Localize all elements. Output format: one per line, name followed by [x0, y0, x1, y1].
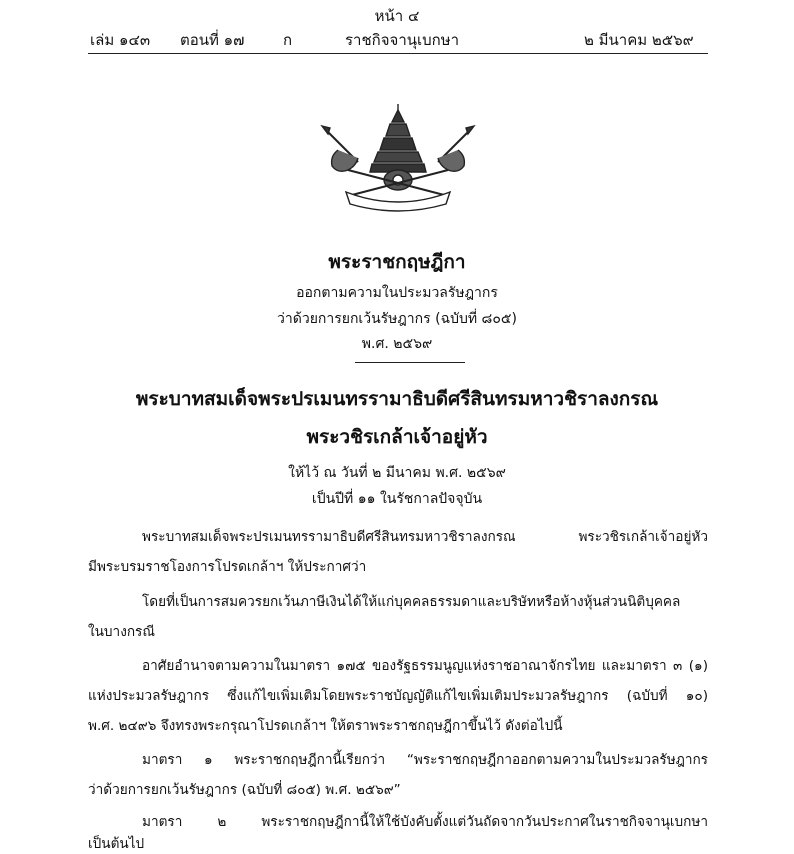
royal-emblem-icon [318, 100, 478, 212]
decree-subtitle-2: ว่าด้วยการยกเว้นรัษฎากร (ฉบับที่ ๘๐๕) [277, 311, 517, 327]
section-2-line-1: มาตรา ๒ พระราชกฤษฎีกานี้ให้ใช้บังคับตั้งแต่วันถัดจากวันประกาศในราชกิจจานุเบกษา [142, 814, 708, 830]
paragraph-authority-line-3: พ.ศ. ๒๔๙๖ จึงทรงพระกรุณาโปรดเกล้าฯ ให้ตราพระราชกฤษฎีกาขึ้นไว้ ดังต่อไปนี้ [88, 718, 563, 734]
decree-subtitle-1: ออกตามความในประมวลรัษฎากร [296, 285, 498, 301]
paragraph-authority-line-2: แห่งประมวลรัษฎากร ซึ่งแก้ไขเพิ่มเติมโดยพระราชบัญญัติแก้ไขเพิ่มเติมประมวลรัษฎากร (ฉบับที่ ๑๐) [88, 688, 708, 704]
volume-number: เล่ม ๑๔๓ [90, 31, 151, 49]
paragraph-preamble-line-2: มีพระบรมราชโองการโปรดเกล้าฯ ให้ประกาศว่า [88, 559, 367, 575]
decree-year: พ.ศ. ๒๕๖๙ [361, 336, 433, 352]
reign-year: เป็นปีที่ ๑๑ ในรัชกาลปัจจุบัน [311, 491, 483, 507]
paragraph-rationale-line-2: ในบางกรณี [88, 624, 155, 640]
paragraph-rationale-line-1: โดยที่เป็นการสมควรยกเว้นภาษีเงินได้ให้แก่บุคคลธรรมดาและบริษัทหรือห้างหุ้นส่วนนิติบุคคล [142, 594, 681, 610]
decree-title: พระราชกฤษฎีกา [328, 251, 466, 273]
section-part: ก [283, 31, 293, 49]
section-number: ตอนที่ ๑๗ [180, 31, 245, 49]
paragraph-authority-line-1: อาศัยอำนาจตามความในมาตรา ๑๗๕ ของรัฐธรรมนูญแห่งราชอาณาจักรไทย และมาตรา ๓ (๑) [142, 658, 708, 674]
section-1-line-2: ว่าด้วยการยกเว้นรัษฎากร (ฉบับที่ ๘๐๕) พ.ศ. ๒๕๖๙” [88, 782, 401, 798]
gazette-date: ๒ มีนาคม ๒๕๖๙ [584, 31, 694, 49]
king-name-line-1: พระบาทสมเด็จพระปรเมนทรรามาธิบดีศรีสินทรมหาวชิราลงกรณ [135, 388, 659, 410]
gazette-name: ราชกิจจานุเบกษา [345, 31, 460, 49]
title-divider [355, 362, 465, 363]
paragraph-preamble-line-1: พระบาทสมเด็จพระปรเมนทรรามาธิบดีศรีสินทรมหาวชิราลงกรณ พระวชิรเกล้าเจ้าอยู่หัว [142, 529, 708, 545]
header-rule [88, 53, 708, 54]
page-number: หน้า ๔ [374, 7, 420, 25]
given-date: ให้ไว้ ณ วันที่ ๒ มีนาคม พ.ศ. ๒๕๖๙ [288, 465, 506, 481]
king-name-line-2: พระวชิรเกล้าเจ้าอยู่หัว [306, 426, 488, 448]
section-1-line-1: มาตรา ๑ พระราชกฤษฎีกานี้เรียกว่า “พระราชกฤษฎีกาออกตามความในประมวลรัษฎากร [142, 752, 708, 768]
section-2-line-2: เป็นต้นไป [88, 836, 145, 852]
